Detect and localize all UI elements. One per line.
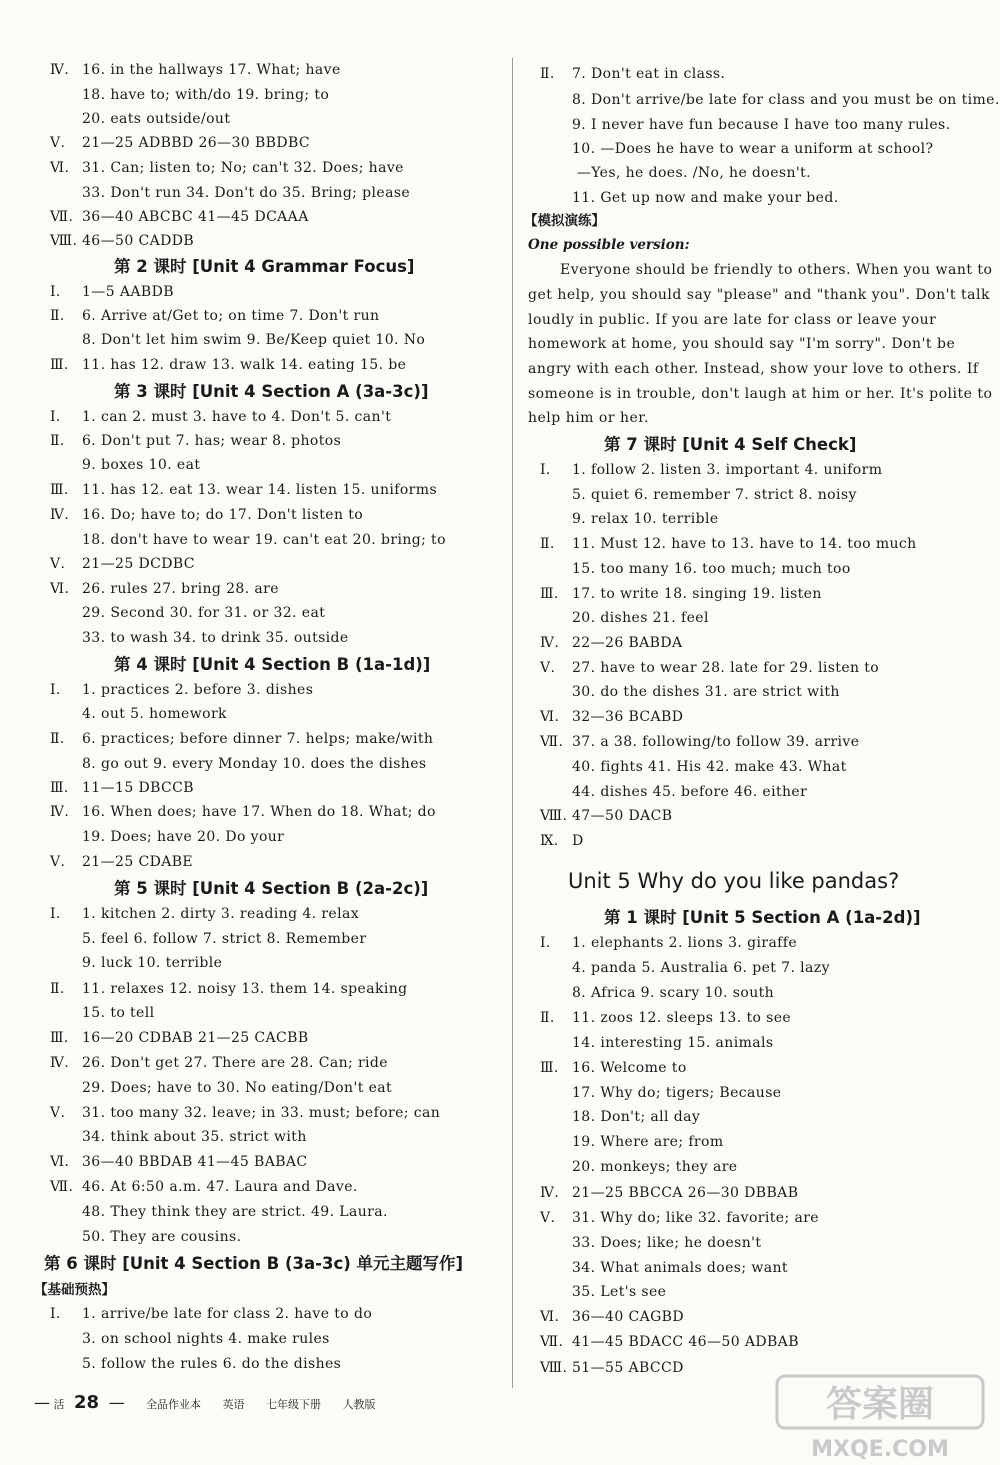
section-numeral: Ⅶ. — [50, 1179, 74, 1195]
answer-text: 11. has 12. draw 13. walk 14. eating 15. be — [82, 357, 407, 373]
answer-line — [540, 1181, 798, 1205]
section-numeral: Ⅲ. — [50, 1030, 69, 1046]
section-numeral: Ⅳ. — [540, 635, 560, 651]
answer-text: 37. a 38. following/to follow 39. arrive — [572, 734, 860, 750]
answer-line — [540, 1356, 684, 1380]
answer-line — [50, 727, 433, 751]
section-numeral: Ⅵ. — [50, 581, 70, 597]
footer-subject: 英语 — [222, 1398, 245, 1411]
answer-text: 1. follow 2. listen 3. important 4. uniform — [572, 462, 883, 478]
answer-line — [50, 626, 349, 650]
answer-line — [50, 825, 284, 849]
section-numeral: Ⅱ. — [50, 308, 65, 324]
section-numeral: Ⅲ. — [50, 780, 69, 796]
answer-line — [50, 83, 329, 107]
answer-line — [50, 328, 425, 352]
lesson-heading: 第 6 课时 [Unit 4 Section B (3a-3c) 单元主题写作] — [44, 1254, 464, 1273]
answer-text: 15. too many 16. too much; much too — [572, 561, 851, 577]
lesson-heading: 第 5 课时 [Unit 4 Section B (2a-2c)] — [114, 879, 429, 898]
answer-line — [540, 1130, 724, 1154]
answer-text: 11. zoos 12. sleeps 13. to see — [572, 1010, 792, 1026]
answer-text: 33. to wash 34. to drink 35. outside — [82, 630, 349, 646]
answer-text: 9. luck 10. terrible — [82, 955, 223, 971]
answer-line — [50, 181, 410, 205]
section-numeral: Ⅲ. — [50, 482, 69, 498]
answer-text: 34. think about 35. strict with — [82, 1129, 307, 1145]
answer-text: 18. don't have to wear 19. can't eat 20. bring; to — [82, 532, 446, 548]
answer-line — [50, 1026, 309, 1050]
answer-text: 21—25 DCDBC — [82, 556, 195, 572]
answer-line — [50, 1327, 330, 1351]
section-numeral: Ⅸ. — [540, 833, 559, 849]
answer-text: 18. Don't; all day — [572, 1109, 701, 1125]
section-numeral: Ⅴ. — [50, 556, 66, 572]
answer-line — [50, 429, 341, 453]
answer-text: 35. Let's see — [572, 1284, 667, 1300]
answer-text: 15. to tell — [82, 1005, 155, 1021]
answer-line — [540, 1105, 700, 1129]
answer-line — [540, 755, 847, 779]
section-numeral: Ⅰ. — [50, 682, 61, 698]
answer-text: 29. Second 30. for 31. or 32. eat — [82, 605, 326, 621]
answer-text: 9. boxes 10. eat — [82, 457, 201, 473]
answer-line — [540, 931, 797, 955]
answer-text: 8. Africa 9. scary 10. south — [572, 985, 775, 1001]
answer-text: 1. can 2. must 3. have to 4. Don't 5. can't — [82, 409, 392, 425]
answer-text: 48. They think they are strict. 49. Laura. — [82, 1204, 388, 1220]
answer-line — [50, 1302, 372, 1326]
answer-text: 3. on school nights 4. make rules — [82, 1331, 330, 1347]
answer-text: 11. has 12. eat 13. wear 14. listen 15. uniforms — [82, 482, 438, 498]
section-numeral: Ⅱ. — [50, 981, 65, 997]
section-numeral: Ⅶ. — [540, 1334, 564, 1350]
answer-line — [540, 680, 840, 704]
answer-text: 17. Why do; tigers; Because — [572, 1085, 782, 1101]
section-numeral: Ⅷ. — [540, 808, 568, 824]
answer-text: 11. relaxes 12. noisy 13. them 14. speaking — [82, 981, 408, 997]
answer-line — [50, 107, 230, 131]
section-numeral: Ⅳ. — [540, 1185, 560, 1201]
essay-line: homework at home, you should say "I'm sorry". Don't be — [528, 336, 956, 352]
answer-line — [540, 1330, 799, 1354]
answer-line — [50, 229, 194, 253]
answer-text: 21—25 CDABE — [82, 854, 194, 870]
answer-line — [50, 304, 379, 328]
section-numeral: Ⅰ. — [50, 409, 61, 425]
answer-line — [50, 1175, 358, 1199]
answer-line — [50, 1150, 308, 1174]
answer-text: 46—50 CADDB — [82, 233, 195, 249]
footer-mark: 活 — [53, 1398, 65, 1411]
answer-text: 26. rules 27. bring 28. are — [82, 581, 279, 597]
section-numeral: Ⅷ. — [50, 233, 78, 249]
answer-line — [540, 981, 774, 1005]
footer-grade: 七年级下册 — [266, 1398, 322, 1411]
answer-text: 21—25 ADBBD 26—30 BBDBC — [82, 135, 311, 151]
answer-line — [50, 353, 406, 377]
section-numeral: Ⅰ. — [540, 935, 551, 951]
answer-text: 19. Where are; from — [572, 1134, 724, 1150]
answer-line — [50, 1125, 307, 1149]
answer-text: 16. Welcome to — [572, 1060, 687, 1076]
answer-text: 27. have to wear 28. late for 29. listen to — [572, 660, 880, 676]
answer-line — [50, 552, 195, 576]
section-numeral: Ⅵ. — [50, 1154, 70, 1170]
section-numeral: Ⅳ. — [50, 507, 70, 523]
answer-line — [540, 1081, 781, 1105]
answer-line — [540, 829, 584, 853]
answer-line — [540, 1256, 788, 1280]
answer-line — [540, 483, 857, 507]
answer-line — [50, 850, 193, 874]
answer-line — [540, 631, 683, 655]
answer-line — [540, 507, 719, 531]
answer-text: 8. go out 9. every Monday 10. does the dishes — [82, 756, 427, 772]
section-numeral: Ⅴ. — [50, 1105, 66, 1121]
answer-line — [540, 1155, 737, 1179]
answer-text: 20. monkeys; they are — [572, 1159, 738, 1175]
section-numeral: Ⅰ. — [540, 462, 551, 478]
section-numeral: Ⅰ. — [50, 906, 61, 922]
answer-text: 8. Don't let him swim 9. Be/Keep quiet 10. No — [82, 332, 426, 348]
lesson-heading: 第 1 课时 [Unit 5 Section A (1a-2d)] — [604, 908, 921, 927]
answer-text: 4. out 5. homework — [82, 706, 227, 722]
answer-line — [540, 88, 1000, 112]
section-numeral: Ⅳ. — [50, 1055, 70, 1071]
answer-line — [50, 678, 313, 702]
answer-line — [540, 62, 725, 86]
watermark-en: MXQE.COM — [811, 1437, 949, 1462]
answer-text: 36—40 BBDAB 41—45 BABAC — [82, 1154, 308, 1170]
answer-line — [50, 453, 200, 477]
answer-text: 40. fights 41. His 42. make 43. What — [572, 759, 847, 775]
section-numeral: Ⅲ. — [540, 1060, 559, 1076]
answer-text: 33. Don't run 34. Don't do 35. Bring; please — [82, 185, 411, 201]
section-numeral: Ⅰ. — [50, 1306, 61, 1322]
section-numeral: Ⅶ. — [540, 734, 564, 750]
section-numeral: Ⅴ. — [540, 1210, 556, 1226]
answer-text: 11—15 DBCCB — [82, 780, 194, 796]
answer-line — [50, 752, 426, 776]
answer-text: 16. When does; have 17. When do 18. What; do — [82, 804, 436, 820]
answer-text: 9. relax 10. terrible — [572, 511, 719, 527]
lesson-heading: 第 7 课时 [Unit 4 Self Check] — [604, 435, 857, 454]
answer-line — [50, 1225, 242, 1249]
lesson-heading: 第 2 课时 [Unit 4 Grammar Focus] — [114, 257, 415, 276]
section-numeral: Ⅱ. — [50, 433, 65, 449]
answer-text: 20. dishes 21. feel — [572, 610, 709, 626]
section-numeral: Ⅴ. — [50, 854, 66, 870]
answer-line — [540, 1206, 819, 1230]
answer-line — [540, 956, 830, 980]
answer-text: 46. At 6:50 a.m. 47. Laura and Dave. — [82, 1179, 358, 1195]
answer-line — [50, 927, 366, 951]
answer-line — [540, 804, 672, 828]
section-numeral: Ⅳ. — [50, 62, 70, 78]
answer-text: 20. eats outside/out — [82, 111, 231, 127]
answer-text: 11. Get up now and make your bed. — [572, 190, 839, 206]
section-numeral: Ⅰ. — [50, 284, 61, 300]
footer-edition: 人教版 — [342, 1398, 376, 1411]
version-label: One possible version: — [528, 237, 690, 253]
section-numeral: Ⅲ. — [540, 586, 559, 602]
answer-text: 26. Don't get 27. There are 28. Can; ride — [82, 1055, 388, 1071]
answer-line — [540, 705, 683, 729]
answer-line — [50, 131, 310, 155]
answer-text: 16—20 CDBAB 21—25 CACBB — [82, 1030, 309, 1046]
section-numeral: Ⅱ. — [540, 1010, 555, 1026]
essay-line: angry with each other. Instead, show your love to others. If — [528, 361, 979, 377]
answer-line — [540, 557, 851, 581]
section-numeral: Ⅵ. — [540, 709, 560, 725]
answer-text: 14. interesting 15. animals — [572, 1035, 774, 1051]
footer-dash-right: — — [108, 1393, 125, 1412]
answer-text: 51—55 ABCCD — [572, 1360, 684, 1376]
answer-line — [50, 405, 391, 429]
answer-line — [540, 582, 822, 606]
answer-line — [540, 137, 933, 161]
answer-line — [50, 156, 404, 180]
answer-text: 19. Does; have 20. Do your — [82, 829, 285, 845]
answer-text: 16. in the hallways 17. What; have — [82, 62, 341, 78]
answer-text: 5. feel 6. follow 7. strict 8. Remember — [82, 931, 367, 947]
answer-line — [540, 1006, 791, 1030]
answer-line — [50, 1051, 388, 1075]
section-numeral: Ⅶ. — [50, 209, 74, 225]
answer-text: 36—40 ABCBC 41—45 DCAAA — [82, 209, 309, 225]
answer-text: 29. Does; have to 30. No eating/Don't eat — [82, 1080, 393, 1096]
answer-text: 10. —Does he have to wear a uniform at school? — [572, 141, 934, 157]
answer-text: 50. They are cousins. — [82, 1229, 242, 1245]
answer-line — [540, 1031, 773, 1055]
lesson-heading: 第 4 课时 [Unit 4 Section B (1a-1d)] — [114, 655, 431, 674]
section-numeral: Ⅲ. — [50, 357, 69, 373]
section-numeral: Ⅴ. — [50, 135, 66, 151]
answer-text: 1—5 AABDB — [82, 284, 174, 300]
answer-line — [540, 1280, 666, 1304]
answer-line — [50, 1101, 440, 1125]
answer-text: 22—26 BABDA — [572, 635, 683, 651]
answer-line — [540, 186, 839, 210]
answer-text: 8. Don't arrive/be late for class and you must be on time. — [572, 92, 1000, 108]
answer-line — [50, 280, 174, 304]
answer-line — [50, 902, 359, 926]
answer-text: 1. kitchen 2. dirty 3. reading 4. relax — [82, 906, 360, 922]
answer-text: 21—25 BBCCA 26—30 DBBAB — [572, 1185, 799, 1201]
answer-text: 11. Must 12. have to 13. have to 14. too much — [572, 536, 917, 552]
essay-line: help him or her. — [528, 410, 649, 426]
answer-line — [540, 730, 859, 754]
answer-text: 6. practices; before dinner 7. helps; make/with — [82, 731, 434, 747]
footer-book: 全品作业本 — [146, 1398, 202, 1411]
unit-title: Unit 5 Why do you like pandas? — [568, 869, 900, 893]
answer-line — [50, 1200, 388, 1224]
column-divider — [512, 58, 513, 1388]
answer-text: 31. Why do; like 32. favorite; are — [572, 1210, 819, 1226]
answer-line — [540, 1231, 761, 1255]
answer-line — [540, 780, 807, 804]
answer-text: —Yes, he does. /No, he doesn't. — [572, 165, 812, 181]
answer-text: 5. quiet 6. remember 7. strict 8. noisy — [572, 487, 857, 503]
answer-line — [540, 656, 879, 680]
section-numeral: Ⅷ. — [540, 1360, 568, 1376]
answer-text: 30. do the dishes 31. are strict with — [572, 684, 840, 700]
answer-text: 1. arrive/be late for class 2. have to do — [82, 1306, 373, 1322]
answer-text: 41—45 BDACC 46—50 ADBAB — [572, 1334, 799, 1350]
answer-line — [50, 577, 279, 601]
answer-line — [50, 1001, 155, 1025]
section-numeral: Ⅳ. — [50, 804, 70, 820]
answer-text: 32—36 BCABD — [572, 709, 684, 725]
bracket-label: 【基础预热】 — [34, 1282, 115, 1298]
answer-text: 4. panda 5. Australia 6. pet 7. lazy — [572, 960, 830, 976]
section-numeral: Ⅱ. — [540, 66, 555, 82]
section-numeral: Ⅱ. — [50, 731, 65, 747]
answer-line — [50, 205, 309, 229]
answer-text: 18. have to; with/do 19. bring; to — [82, 87, 330, 103]
answer-line — [540, 532, 917, 556]
answer-text: 1. practices 2. before 3. dishes — [82, 682, 314, 698]
answer-line — [50, 528, 446, 552]
answer-text: 36—40 CAGBD — [572, 1309, 684, 1325]
page-footer — [34, 1390, 376, 1416]
answer-text: 44. dishes 45. before 46. either — [572, 784, 808, 800]
answer-line — [540, 161, 811, 185]
essay-line: someone is in trouble, don't laugh at him or her. It's polite to — [528, 386, 993, 402]
essay-line: Everyone should be friendly to others. When you want to — [560, 262, 993, 278]
answer-line — [540, 1056, 687, 1080]
answer-text: D — [572, 833, 584, 849]
bracket-label: 【模拟演练】 — [524, 213, 605, 229]
answer-text: 31. too many 32. leave; in 33. must; before; can — [82, 1105, 441, 1121]
answer-line — [540, 113, 951, 137]
answer-line — [50, 977, 408, 1001]
answer-text: 1. elephants 2. lions 3. giraffe — [572, 935, 798, 951]
answer-line — [540, 1305, 684, 1329]
watermark-logo — [773, 1372, 988, 1464]
section-numeral: Ⅵ. — [50, 160, 70, 176]
answer-text: 34. What animals does; want — [572, 1260, 788, 1276]
section-numeral: Ⅴ. — [540, 660, 556, 676]
answer-line — [50, 800, 436, 824]
answer-text: 47—50 DACB — [572, 808, 673, 824]
answer-text: 16. Do; have to; do 17. Don't listen to — [82, 507, 364, 523]
answer-text: 6. Don't put 7. has; wear 8. photos — [82, 433, 342, 449]
answer-line — [50, 58, 341, 82]
answer-text: 5. follow the rules 6. do the dishes — [82, 1356, 342, 1372]
answer-line — [50, 702, 227, 726]
answer-text: 31. Can; listen to; No; can't 32. Does; have — [82, 160, 404, 176]
answer-line — [50, 1352, 341, 1376]
answer-text: 17. to write 18. singing 19. listen — [572, 586, 822, 602]
answer-line — [50, 951, 222, 975]
section-numeral: Ⅵ. — [540, 1309, 560, 1325]
answer-line — [50, 1076, 392, 1100]
answer-line — [50, 478, 437, 502]
page-number: 28 — [74, 1392, 100, 1413]
answer-text: 7. Don't eat in class. — [572, 66, 726, 82]
essay-line: loudly in public. If you are late for class or leave your — [528, 312, 937, 328]
answer-text: 6. Arrive at/Get to; on time 7. Don't run — [82, 308, 380, 324]
answer-line — [50, 503, 363, 527]
section-numeral: Ⅱ. — [540, 536, 555, 552]
lesson-heading: 第 3 课时 [Unit 4 Section A (3a-3c)] — [114, 382, 429, 401]
answer-text: 33. Does; like; he doesn't — [572, 1235, 762, 1251]
footer-dash-left: — — [34, 1393, 50, 1412]
answer-text: 9. I never have fun because I have too many rules. — [572, 117, 951, 133]
answer-line — [50, 601, 325, 625]
answer-line — [540, 606, 709, 630]
essay-line: get help, you should say "please" and "thank you". Don't talk — [528, 287, 990, 303]
answer-line — [50, 776, 194, 800]
watermark-cn: 答案圈 — [825, 1384, 935, 1425]
answer-line — [540, 458, 882, 482]
